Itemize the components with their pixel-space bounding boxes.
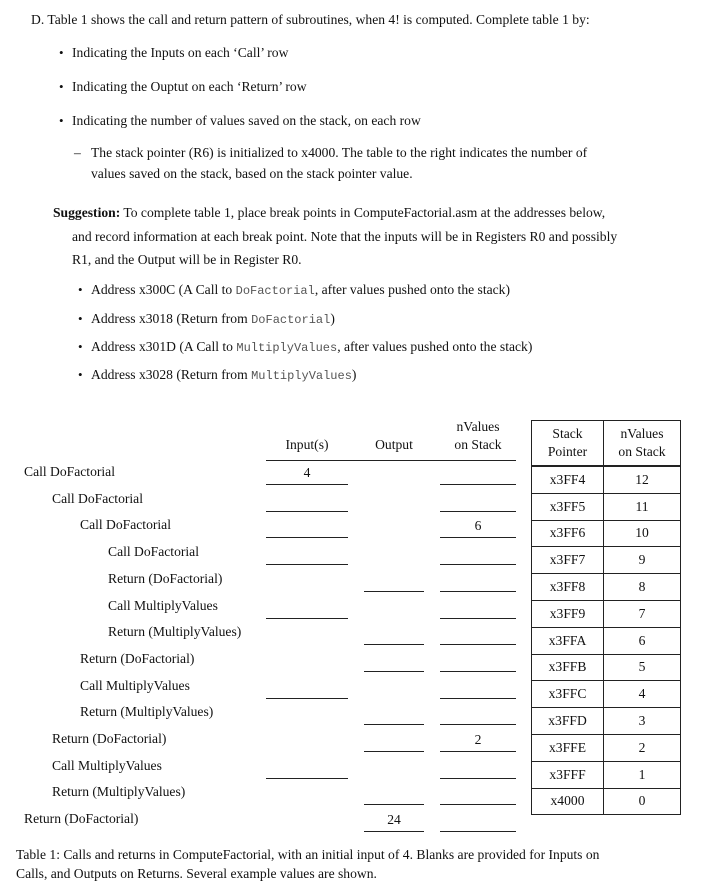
output-value: 24 (387, 812, 401, 828)
stack-row (532, 493, 681, 520)
stack-pointer-value: x3FF5 (532, 493, 604, 520)
stack-row (532, 761, 681, 788)
nvalues-blank[interactable] (440, 537, 516, 538)
address-item: Address x300C (A Call to DoFactorial, after values pushed onto the stack) (91, 282, 511, 298)
bullet-dot: • (78, 339, 83, 354)
stack-row (532, 547, 681, 574)
nvalues-value: 2 (604, 734, 681, 761)
stack-pointer-value: x3FFE (532, 734, 604, 761)
suggestion-line1 (53, 205, 605, 221)
bullet-dot: • (78, 367, 83, 382)
header-stack-pointer: Stack Pointer (532, 421, 604, 467)
address-item: Address x301D (A Call to MultiplyValues, after values pushed onto the stack) (91, 339, 533, 355)
output-blank[interactable] (364, 724, 424, 725)
stack-row (532, 708, 681, 735)
stack-row (532, 574, 681, 601)
stack-pointer-value: x3FFD (532, 708, 604, 735)
stack-pointer-value: x4000 (532, 788, 604, 815)
input-blank[interactable] (266, 618, 348, 619)
row-label: Return (DoFactorial) (52, 731, 167, 746)
sub-bullet-line1: The stack pointer (R6) is initialized to x4000. The table to the right indicates the number of (91, 145, 588, 160)
stack-pointer-value: x3FF6 (532, 520, 604, 547)
bullet-output: Indicating the Ouptut on each ‘Return’ row (72, 79, 307, 94)
bullet-dot: • (59, 79, 64, 94)
nvalues-blank[interactable] (440, 644, 516, 645)
stack-pointer-value: x3FFA (532, 627, 604, 654)
stack-row (532, 788, 681, 815)
stack-row (532, 520, 681, 547)
sub-bullet-line2: values saved on the stack, based on the stack pointer value. (91, 166, 413, 181)
input-blank[interactable] (266, 778, 348, 779)
suggestion-text: To complete table 1, place break points in ComputeFactorial.asm at the addresses below, (120, 205, 606, 220)
nvalues-value: 5 (604, 654, 681, 681)
nvalues-value: 1 (604, 761, 681, 788)
stack-row (532, 466, 681, 493)
output-blank[interactable] (364, 804, 424, 805)
row-label: Call MultiplyValues (52, 757, 162, 773)
code-multiplyvalues: MultiplyValues (236, 341, 338, 355)
output-blank[interactable] (364, 644, 424, 645)
nvalues-blank[interactable] (440, 484, 516, 485)
nvalues-blank[interactable] (440, 591, 516, 592)
stack-pointer-value: x3FFC (532, 681, 604, 708)
stack-row (532, 734, 681, 761)
row-label: Call MultiplyValues (80, 677, 190, 693)
nvalues-value: 2 (474, 732, 482, 747)
nvalues-blank[interactable] (440, 698, 516, 699)
nvalues-value: 0 (604, 788, 681, 815)
bullet-dot: • (78, 311, 83, 326)
header-rule (266, 460, 516, 461)
stack-row (532, 681, 681, 708)
nvalues-value: 12 (604, 466, 681, 493)
row-label: Call MultiplyValues (108, 597, 218, 613)
stack-pointer-value: x3FF8 (532, 574, 604, 601)
input-blank[interactable] (266, 698, 348, 699)
nvalues-value: 3 (604, 708, 681, 735)
nvalues-value: 4 (604, 681, 681, 708)
nvalues-blank[interactable] (440, 618, 516, 619)
stack-pointer-value: x3FF4 (532, 466, 604, 493)
nvalues-blank[interactable] (440, 564, 516, 565)
intro-text: D. Table 1 shows the call and return pattern of subroutines, when 4! is computed. Complete table 1 by: (31, 12, 590, 27)
nvalues-blank[interactable] (440, 831, 516, 832)
stack-pointer-table (531, 420, 681, 815)
suggestion-line3: R1, and the Output will be in Register R0. (72, 252, 302, 267)
header-nvalues-on-stack: nValues on Stack (604, 421, 681, 467)
nvalues-blank[interactable] (440, 511, 516, 512)
row-label: Return (MultiplyValues) (108, 624, 242, 640)
stack-row (532, 600, 681, 627)
bullet-nvalues: Indicating the number of values saved on the stack, on each row (72, 113, 421, 128)
suggestion-line2: and record information at each break point. Note that the inputs will be in Registers R0 and possibly (72, 229, 618, 244)
row-label: Call DoFactorial (52, 490, 143, 506)
header-inputs: Input(s) (285, 437, 329, 452)
suggestion-label: Suggestion: (53, 205, 121, 220)
input-blank[interactable] (266, 537, 348, 538)
stack-pointer-value: x3FF9 (532, 600, 604, 627)
nvalues-value: 8 (604, 574, 681, 601)
nvalues-value: 11 (604, 493, 681, 520)
input-blank[interactable] (266, 564, 348, 565)
row-label: Return (DoFactorial) (80, 650, 195, 666)
row-label: Return (MultiplyValues) (52, 784, 186, 800)
header-nvalues: nValues on Stack (454, 419, 502, 452)
output-blank[interactable] (364, 591, 424, 592)
stack-pointer-value: x3FFB (532, 654, 604, 681)
nvalues-blank[interactable] (440, 778, 516, 779)
code-dofactorial: DoFactorial (235, 284, 315, 298)
stack-pointer-value: x3FFF (532, 761, 604, 788)
stack-row (532, 627, 681, 654)
bullet-dot: • (78, 282, 83, 297)
row-label: Return (MultiplyValues) (80, 704, 214, 720)
code-dofactorial: DoFactorial (251, 313, 331, 327)
output-blank[interactable] (364, 751, 424, 752)
row-label: Call DoFactorial (80, 517, 171, 533)
bullet-dot: • (59, 113, 64, 128)
address-item: Address x3028 (Return from MultiplyValues) (91, 367, 357, 383)
code-multiplyvalues: MultiplyValues (251, 369, 352, 383)
address-item: Address x3018 (Return from DoFactorial) (91, 311, 335, 327)
input-value: 4 (303, 465, 311, 480)
nvalues-blank[interactable] (440, 804, 516, 805)
output-blank[interactable] (364, 671, 424, 672)
bullet-dot: • (59, 45, 64, 60)
nvalues-value: 10 (604, 520, 681, 547)
nvalues-value: 6 (474, 518, 482, 534)
input-blank[interactable] (266, 484, 348, 485)
header-output: Output (375, 437, 413, 452)
stack-row (532, 654, 681, 681)
table-caption: Table 1: Calls and returns in ComputeFactorial, with an initial input of 4. Blanks are provided for Inputs on Calls, and Outputs on Returns. Several example values are shown. (16, 847, 600, 881)
nvalues-blank[interactable] (440, 724, 516, 725)
nvalues-value: 9 (604, 547, 681, 574)
row-label: Call DoFactorial (108, 544, 199, 560)
nvalues-blank[interactable] (440, 751, 516, 752)
row-label: Return (DoFactorial) (24, 811, 139, 827)
row-label: Call DoFactorial (24, 464, 115, 479)
nvalues-value: 7 (604, 600, 681, 627)
bullet-inputs: Indicating the Inputs on each ‘Call’ row (72, 45, 289, 60)
sub-bullet-dash: – (74, 145, 81, 160)
stack-pointer-value: x3FF7 (532, 547, 604, 574)
nvalues-value: 6 (604, 627, 681, 654)
row-label: Return (DoFactorial) (108, 570, 223, 586)
nvalues-blank[interactable] (440, 671, 516, 672)
output-blank[interactable] (364, 831, 424, 832)
input-blank[interactable] (266, 511, 348, 512)
